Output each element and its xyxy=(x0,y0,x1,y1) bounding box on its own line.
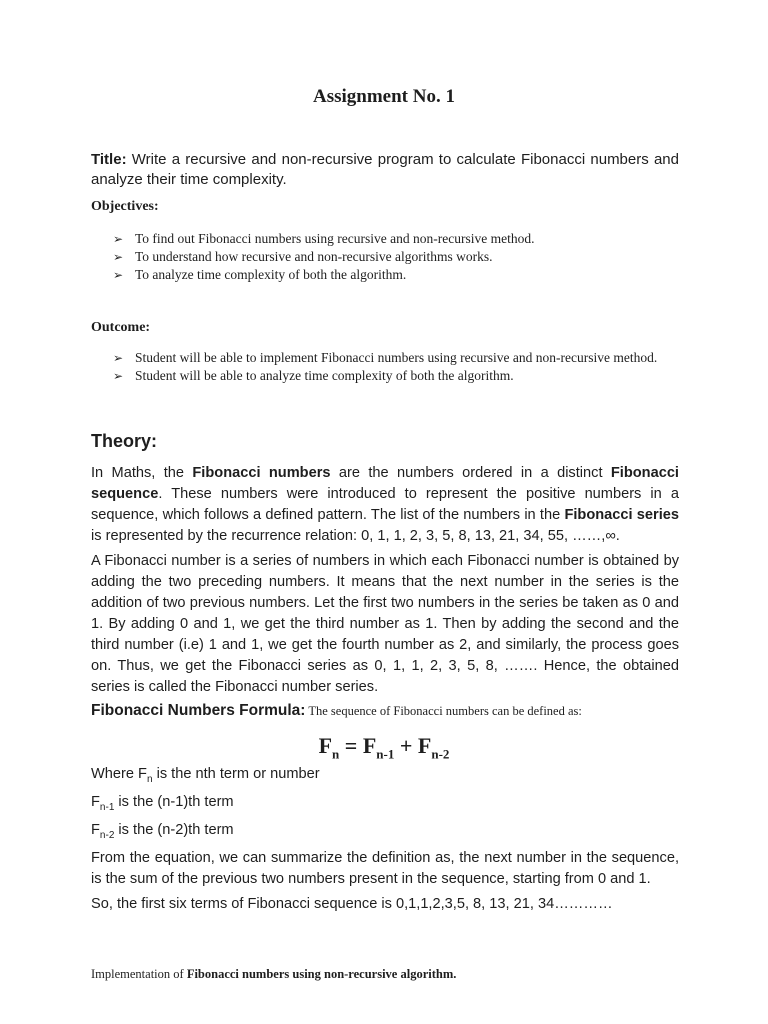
list-item: ➢ To find out Fibonacci numbers using recursive and non-recursive method. xyxy=(113,231,535,246)
where-line: Where $F_n$ is the nth term or number xyxy=(91,766,320,785)
fibonacci-formula: $F_n = F_{n-1} + F_{n-2}$ xyxy=(318,733,450,762)
list-item: ➢ To understand how recursive and non-recursive algorithms works. xyxy=(113,249,493,264)
assignment-title: Assignment No. 1 xyxy=(313,86,455,107)
title-text: Write a recursive and non-recursive program to calculate Fibonacci numbers and analyze their time complexity. xyxy=(91,151,679,188)
title-label: Title: xyxy=(91,151,127,168)
formula-intro: The sequence of Fibonacci numbers can be defined as: xyxy=(305,704,582,718)
term-n-minus-2: $F_{n-2}$ is the (n-2)th term xyxy=(91,822,234,841)
implementation-heading: Implementation of Fibonacci numbers using non-recursive algorithm. xyxy=(91,967,457,981)
summary-paragraph: From the equation, we can summarize the definition as, the next number in the sequence, is the sum of the previous two numbers present in the sequence, starting from 0 and 1. xyxy=(91,850,679,887)
outcome-list xyxy=(113,349,679,385)
theory-heading: Theory: xyxy=(91,431,158,451)
objectives-label: Objectives: xyxy=(91,199,159,214)
theory-paragraph-1: In Maths, the Fibonacci numbers are the numbers ordered in a distinct Fibonacci sequence. These numbers were introduced to represent the positive numbers in a sequence, which follows a defined pattern. The list of the numbers in the Fibonacci series is represented by the recurrence relation: 0, 1, 1, 2, 3, 5, 8, 13, 21, 34, 55, ……,∞. xyxy=(91,465,680,544)
term-n-minus-1: $F_{n-1}$ is the (n-1)th term xyxy=(91,794,234,813)
arrowhead-bullet-icon: ➢ xyxy=(113,250,124,264)
theory-paragraph-2: A Fibonacci number is a series of numbers in which each Fibonacci number is obtained by adding the two preceding numbers. It means that the next number in the series is the addition of two previous numbers. Let the first two numbers in the series be taken as 0 and 1. By adding 0 and 1, we get the third number as 1. Then by adding the second and the third number (i.e) 1 and 1, we get the fourth number as 2, and similarly, the process goes on. Thus, we get the Fibonacci series as 0, 1, 1, 2, 3, 5, 8, ……. Hence, the obtained series is called the Fibonacci number series. xyxy=(91,553,679,695)
objectives-list xyxy=(113,230,679,284)
first-six-terms: So, the first six terms of Fibonacci sequence is 0,1,1,2,3,5, 8, 13, 21, 34………… xyxy=(91,896,613,912)
title-paragraph xyxy=(91,150,679,190)
formula-heading: Fibonacci Numbers Formula: xyxy=(91,702,306,719)
arrowhead-bullet-icon: ➢ xyxy=(113,232,124,246)
arrowhead-bullet-icon: ➢ xyxy=(113,268,124,282)
list-item: ➢ Student will be able to implement Fibonacci numbers using recursive and non-recursive method. xyxy=(113,350,658,365)
arrowhead-bullet-icon: ➢ xyxy=(113,351,124,365)
list-item: ➢ Student will be able to analyze time complexity of both the algorithm. xyxy=(113,368,514,383)
formula-heading-line xyxy=(91,702,691,720)
outcome-label: Outcome: xyxy=(91,320,151,335)
arrowhead-bullet-icon: ➢ xyxy=(113,369,124,383)
list-item: ➢ To analyze time complexity of both the algorithm. xyxy=(113,267,407,282)
